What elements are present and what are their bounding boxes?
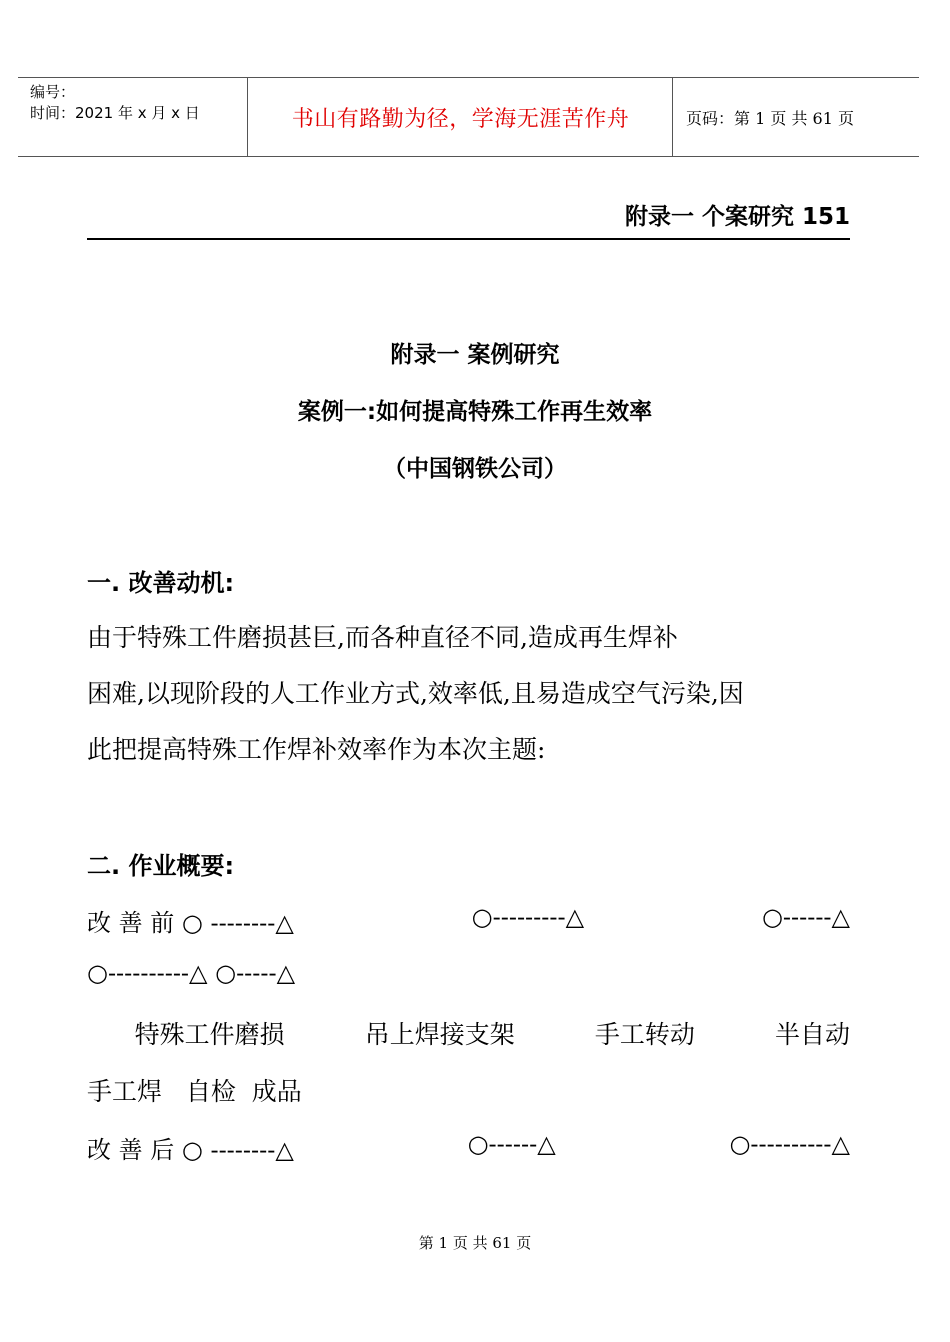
flow-segment: ○---------△ <box>471 903 585 931</box>
section1-line: 困难,以现阶段的人工作业方式,效率低,且易造成空气污染,因 <box>87 679 744 708</box>
flow-segment: ○------△ <box>467 1130 556 1158</box>
flow-segment: 改 善 前 ○ --------△ <box>87 909 294 937</box>
section1-heading: 一. 改善动机: <box>87 569 235 597</box>
header-meta <box>30 82 200 124</box>
before-flow-row <box>87 903 850 938</box>
case-title: 案例一:如何提高特殊工作再生效率 <box>297 399 653 425</box>
step-label: 特殊工件磨损 <box>87 1020 285 1049</box>
before-flow-row2: ○----------△ ○-----△ <box>87 959 296 987</box>
after-flow-row <box>87 1130 850 1165</box>
running-head-rule <box>87 238 850 240</box>
motto: 书山有路勤为径，学海无涯苦作舟 <box>291 107 630 132</box>
date-label: 时间：2021 年 x 月 x 日 <box>30 104 200 122</box>
flow-segment: ○----------△ <box>729 1130 850 1158</box>
step-label: 半自动 <box>774 1020 850 1049</box>
steps-row <box>87 1015 850 1051</box>
section1-line: 此把提高特殊工作焊补效率作为本次主题: <box>87 735 546 764</box>
running-head: 附录一 个案研究 151 <box>624 204 850 230</box>
section2-heading: 二. 作业概要: <box>87 852 235 880</box>
section1-line: 由于特殊工件磨损甚巨,而各种直径不同,造成再生焊补 <box>87 623 678 652</box>
flow-segment: 改 善 后 ○ --------△ <box>87 1136 294 1164</box>
appendix-title: 附录一 案例研究 <box>390 342 560 368</box>
step-label: 吊上焊接支架 <box>364 1020 515 1049</box>
header-table <box>18 77 919 157</box>
code-label: 编号： <box>30 83 76 101</box>
page-footer: 第 1 页 共 61 页 <box>418 1234 532 1252</box>
company-title: （中国钢铁公司） <box>383 456 567 482</box>
page-info: 页码：第 1 页 共 61 页 <box>686 109 854 128</box>
step-label: 手工转动 <box>594 1020 695 1049</box>
steps-row2: 手工焊 自检 成品 <box>87 1077 302 1106</box>
flow-segment: ○------△ <box>761 903 850 931</box>
